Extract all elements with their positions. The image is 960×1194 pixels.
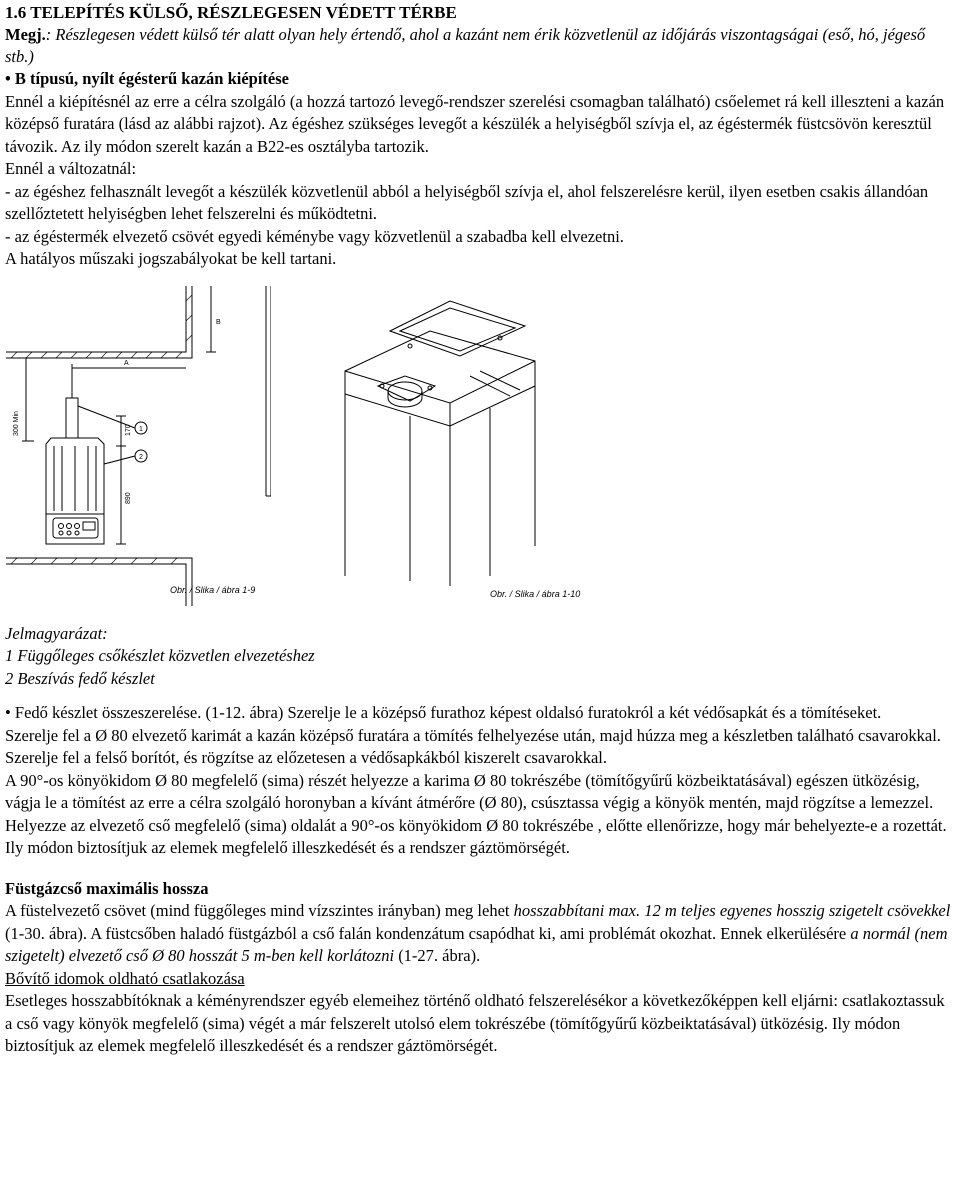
assembly-paragraph-5: Helyezze az elvezető cső megfelelő (sima) oldalát a 90°-os könyökidom Ø 80 tokrészébe , előtte ellenőrizze, hogy már behelyezte-e a rozettát. xyxy=(5,815,947,835)
dim-890-label: 890 xyxy=(125,491,132,504)
dim-a-label: A xyxy=(124,359,129,367)
flue-text-2: hosszabbítani max. 12 m teljes egyenes hosszig szigetelt csövekkel xyxy=(513,901,951,920)
dim-b-label: B xyxy=(216,318,221,326)
assembly-paragraph-4: A 90°-os könyökidom Ø 80 megfelelő (sima) részét helyezze a karima Ø 80 tokrészébe (tömítőgyűrű közbeiktatásával) egészen ütközésig, vágja le a tömítést az erre a célra szolgáló horonyban a kívánt átmérőre (Ø 80), csúsztassa végig a könyök mentén, majd rögzítse a lemezzel. xyxy=(5,770,934,812)
b-type-paragraph-3: - az égéshez felhasznált levegőt a készülék közvetlenül abból a helyiségből szívja el, ahol felszerelésre kerül, ilyen esetben csakis állandóan szellőztetett helyiségben lehet felszerelni és működtetni. xyxy=(5,181,929,223)
b-type-paragraph-2: Ennél a változatnál: xyxy=(5,159,137,178)
note-paragraph xyxy=(5,24,955,68)
callout-2-label: 2 xyxy=(139,453,143,461)
callout-1-label: 1 xyxy=(139,425,143,433)
dim-170-label: 170 xyxy=(125,423,132,436)
b-type-paragraph-4: - az égéstermék elvezető csövét egyedi kéménybe vagy közvetlenül a szabadba kell elvezetni. xyxy=(5,226,624,246)
figure-row xyxy=(5,276,955,621)
assembly-paragraph-3: Szerelje fel a felső borítót, és rögzítse az előzetesen a védősapkákból kiszerelt csavarokkal. xyxy=(5,748,607,767)
assembly-paragraph-6: Ily módon biztosítjuk az elemek megfelelő illeszkedését és a rendszer gáztömörségét. xyxy=(5,838,570,857)
legend-item-2: 2 Beszívás fedő készlet xyxy=(5,668,155,688)
expansion-paragraph: Esetleges hosszabbítóknak a kéményrendszer egyéb elemeihez történő oldható felszerelésékor a következőképpen kell eljárni: csatlakoztassuk a cső vagy könyök megfelelő (sima) végét a már felszerelt utolsó elem tokrészébe (tömítőgyűrű közbeiktatásával) ütközésig. Ily módon biztosítjuk az elemek megfelelő illeszkedését és a rendszer gáztömörségét. xyxy=(5,991,945,1055)
flue-text-3: (1-30. ábra). A füstcsőben haladó füstgázból a cső falán kondenzátum csapódhat ki, ami problémát okozhat. Ennek elkerülésére xyxy=(5,923,851,943)
cover-drawing xyxy=(330,276,570,606)
legend-title: Jelmagyarázat: xyxy=(5,623,108,643)
flue-length-paragraph xyxy=(5,900,955,968)
flue-text-5: (1-27. ábra). xyxy=(394,946,481,965)
b-type-heading: • B típusú, nyílt égésterű kazán kiépítése xyxy=(5,69,289,88)
flue-text-4: a normál (nem szigetelt) elvezető cső Ø 80 hosszát 5 m-ben kell korlátozni xyxy=(5,923,948,965)
dim-min-label: 300 Min xyxy=(13,410,20,436)
flue-text-1: A füstelvezető csövet (mind függőleges mind vízszintes irányban) meg lehet xyxy=(5,901,514,920)
figure-1-10-caption: Obr. / Slika / ábra 1-10 xyxy=(490,588,581,599)
note-label: Megj. xyxy=(5,25,46,44)
document-page xyxy=(5,0,955,1058)
installation-drawing xyxy=(6,286,271,611)
section-title: 1.6 TELEPÍTÉS KÜLSŐ, RÉSZLEGESEN VÉDETT TÉRBE xyxy=(5,3,457,22)
assembly-paragraph-2: Szerelje fel a Ø 80 elvezető karimát a kazán középső furatára a tömítés felhelyezése után, majd húzza meg a készletben található csavarokkal. xyxy=(5,725,941,745)
expansion-heading: Bővítő idomok oldható csatlakozása xyxy=(5,968,245,988)
b-type-paragraph-1: Ennél a kiépítésnél az erre a célra szolgáló (a hozzá tartozó levegő-rendszer szerelési csomagban található) csőelemet rá kell illeszteni a kazán középső furatára (lásd az alábbi rajzot). Az égéshez szükséges levegőt a készülék a helyiségből szívja el, az égéstermék füstcsövön keresztül távozik. Az ily módon szerelt kazán a B22-es osztályba tartozik. xyxy=(5,91,945,156)
assembly-paragraph-1: • Fedő készlet összeszerelése. (1-12. ábra) Szerelje le a középső furathoz képest oldalsó furatokról a két védősapkát és a tömítéseket. xyxy=(5,703,882,722)
b-type-paragraph-5: A hatályos műszaki jogszabályokat be kell tartani. xyxy=(5,249,337,268)
note-text: : Részlegesen védett külső tér alatt olyan hely értendő, ahol a kazánt nem érik közvetlenül az időjárás viszontagságai (eső, hó, jégeső stb.) xyxy=(5,25,926,66)
figure-1-9-caption: Obr. / Slika / ábra 1-9 xyxy=(170,584,256,595)
flue-length-heading: Füstgázcső maximális hossza xyxy=(5,878,209,898)
legend xyxy=(5,623,955,691)
legend-item-1: 1 Függőleges csőkészlet közvetlen elvezetéshez xyxy=(5,646,315,665)
